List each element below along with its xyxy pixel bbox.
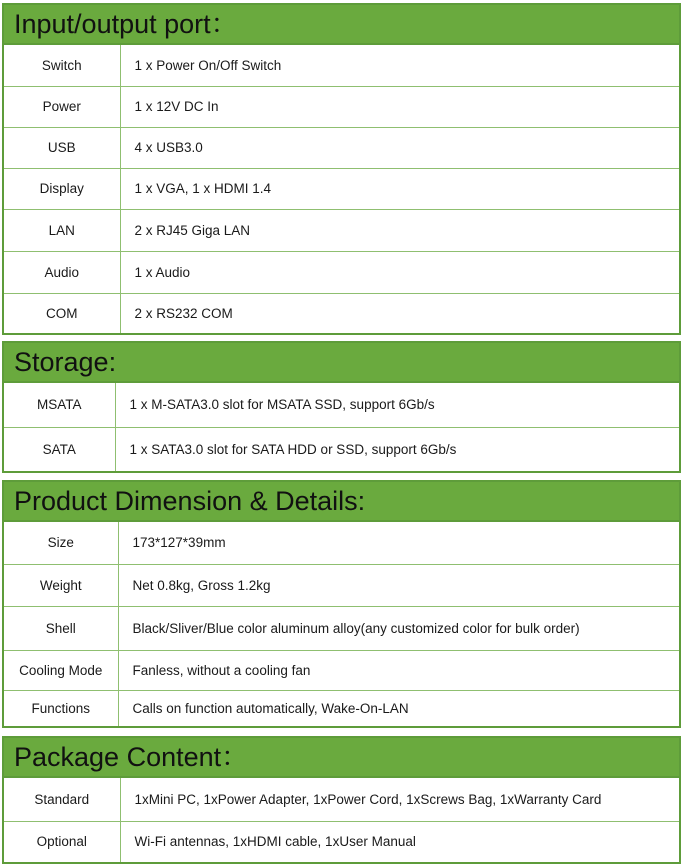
table-row: [4, 821, 679, 862]
table-row: [4, 606, 679, 650]
spec-label: Switch: [4, 45, 120, 86]
table-row: [4, 293, 679, 333]
spec-value: 1xMini PC, 1xPower Adapter, 1xPower Cord, 1xScrews Bag, 1xWarranty Card: [120, 778, 679, 821]
spec-label: LAN: [4, 209, 120, 251]
table-row: [4, 86, 679, 127]
spec-value: 1 x 12V DC In: [120, 86, 679, 127]
table-row: [4, 127, 679, 168]
spec-label: Shell: [4, 606, 118, 650]
spec-value: 1 x Power On/Off Switch: [120, 45, 679, 86]
spec-label: COM: [4, 293, 120, 333]
spec-label: Display: [4, 168, 120, 209]
spec-label: Weight: [4, 564, 118, 606]
table-row: [4, 427, 679, 471]
table-row: [4, 251, 679, 293]
table-row: [4, 650, 679, 690]
section-title: Input/output port：: [4, 5, 679, 45]
spec-value: 1 x VGA, 1 x HDMI 1.4: [120, 168, 679, 209]
spec-value: 1 x Audio: [120, 251, 679, 293]
table-row: [4, 383, 679, 427]
spec-label: SATA: [4, 427, 115, 471]
spec-label: Cooling Mode: [4, 650, 118, 690]
spec-value: Black/Sliver/Blue color aluminum alloy(any customized color for bulk order): [118, 606, 679, 650]
table-row: [4, 778, 679, 821]
section-io-port: [2, 3, 681, 335]
spec-label: MSATA: [4, 383, 115, 427]
spec-table: [4, 522, 679, 726]
spec-value: Wi-Fi antennas, 1xHDMI cable, 1xUser Manual: [120, 821, 679, 862]
table-row: [4, 168, 679, 209]
table-row: [4, 209, 679, 251]
spec-value: 173*127*39mm: [118, 522, 679, 564]
spec-value: Net 0.8kg, Gross 1.2kg: [118, 564, 679, 606]
spec-value: 2 x RJ45 Giga LAN: [120, 209, 679, 251]
spec-table: [4, 778, 679, 862]
spec-table: [4, 45, 679, 333]
spec-table: [4, 383, 679, 471]
spec-value: Fanless, without a cooling fan: [118, 650, 679, 690]
table-row: [4, 45, 679, 86]
table-row: [4, 522, 679, 564]
section-storage: [2, 341, 681, 473]
spec-label: Functions: [4, 690, 118, 726]
spec-label: Optional: [4, 821, 120, 862]
table-row: [4, 690, 679, 726]
table-row: [4, 564, 679, 606]
spec-label: Audio: [4, 251, 120, 293]
spec-value: 1 x SATA3.0 slot for SATA HDD or SSD, support 6Gb/s: [115, 427, 679, 471]
section-title: Package Content：: [4, 738, 679, 778]
spec-value: 4 x USB3.0: [120, 127, 679, 168]
section-title: Product Dimension & Details:: [4, 482, 679, 522]
spec-label: Standard: [4, 778, 120, 821]
section-package-content: [2, 736, 681, 864]
spec-label: Power: [4, 86, 120, 127]
spec-label: USB: [4, 127, 120, 168]
spec-value: 1 x M-SATA3.0 slot for MSATA SSD, support 6Gb/s: [115, 383, 679, 427]
section-dimension-details: [2, 480, 681, 728]
spec-value: Calls on function automatically, Wake-On-LAN: [118, 690, 679, 726]
spec-value: 2 x RS232 COM: [120, 293, 679, 333]
section-title: Storage:: [4, 343, 679, 383]
spec-label: Size: [4, 522, 118, 564]
